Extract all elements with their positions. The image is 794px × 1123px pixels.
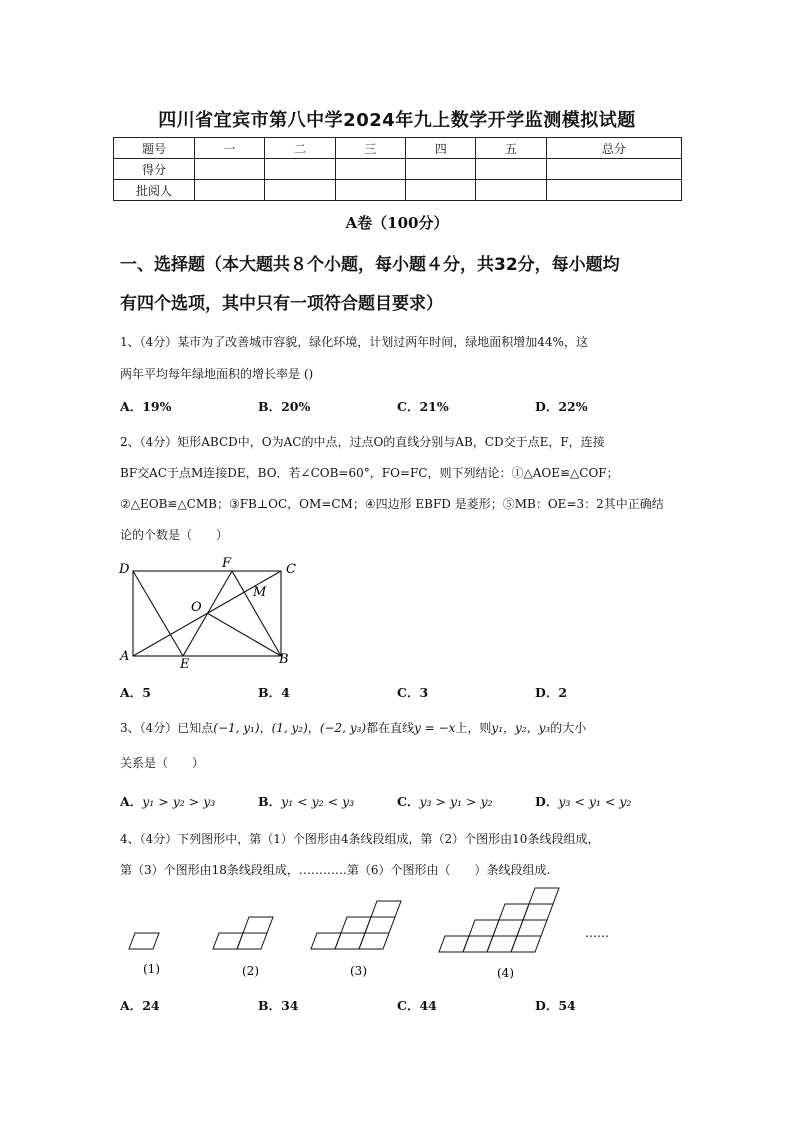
option-a[interactable]: A．19%: [120, 399, 172, 414]
label-d: D: [119, 562, 130, 577]
parallelogram-cell: [511, 936, 541, 952]
parallelogram-cell: [359, 933, 389, 949]
parallelogram-cell: [529, 888, 559, 904]
parallelogram-cell: [493, 920, 523, 936]
pattern-label-2: (2): [242, 964, 259, 978]
parallelogram-cell: [463, 936, 493, 952]
score-header-cell: 四: [406, 138, 476, 159]
q3-text: 上，则: [455, 721, 492, 735]
q3-text: 3、（4分）已知点: [120, 721, 214, 735]
option-expression: y₃ > y₁ > y₂: [419, 794, 493, 809]
option-c[interactable]: C．21%: [397, 399, 449, 414]
score-header-cell: 一: [195, 138, 265, 159]
option-c[interactable]: C．44: [397, 998, 437, 1013]
parallelogram-cell: [341, 917, 371, 933]
label-o: O: [191, 600, 202, 615]
parallelogram-cell: [469, 920, 499, 936]
option-d[interactable]: D．22%: [535, 399, 588, 414]
parallelogram-cell: [243, 917, 273, 933]
parallelogram-cell: [335, 933, 365, 949]
question-2-line: 论的个数是（ ）: [120, 528, 229, 542]
pattern-ellipsis: ……: [585, 926, 609, 940]
score-header-cell: 总分: [546, 138, 681, 159]
parallelogram-cell: [237, 933, 267, 949]
question-1-line: 两年平均每年绿地面积的增长率是 (): [120, 367, 314, 381]
parallelogram-cell: [365, 917, 395, 933]
part1-heading-line2: 有四个选项，其中只有一项符合题目要求）: [120, 294, 443, 314]
part1-heading-line1: 一、选择题（本大题共８个小题，每小题４分，共32分，每小题均: [120, 255, 620, 275]
pattern-shapes: [129, 888, 559, 952]
q3-sep: ，: [259, 721, 272, 735]
label-e: E: [180, 657, 190, 672]
score-header-cell: 二: [265, 138, 335, 159]
parallelogram-cell: [439, 936, 469, 952]
option-expression: y₁ > y₂ > y₃: [142, 794, 216, 809]
option-letter: C．: [397, 794, 420, 809]
parallelogram-cell: [499, 904, 529, 920]
q3-vars: y₁，y₂，y₃: [491, 721, 551, 735]
q3-sep: ，: [307, 721, 320, 735]
q3-equation: y = −x: [414, 721, 456, 735]
parallelogram-cell: [517, 920, 547, 936]
option-c[interactable]: C．3: [397, 685, 429, 700]
q3-point-3: (−2, y₃): [319, 721, 367, 735]
option-d[interactable]: D．54: [535, 998, 576, 1013]
question-3-line2: 关系是（ ）: [120, 756, 205, 770]
question-2-line: 2、（4分）矩形ABCD中，O为AC的中点，过点O的直线分别与AB，CD交于点E，F，连接: [120, 435, 605, 449]
option-expression: y₃ < y₁ < y₂: [558, 794, 632, 809]
option-b[interactable]: B．20%: [258, 399, 311, 414]
parallelogram-cell: [487, 936, 517, 952]
score-row-label: 批阅人: [114, 180, 195, 201]
score-header-cell: 题号: [114, 138, 195, 159]
label-m: M: [253, 585, 267, 600]
q3-text: 都在直线: [366, 721, 415, 735]
option-b[interactable]: B．34: [258, 998, 299, 1013]
parallelogram-cell: [129, 933, 159, 949]
option-a[interactable]: A．24: [120, 998, 160, 1013]
section-a-heading: A卷（100分）: [345, 214, 449, 232]
parallelogram-cell: [213, 933, 243, 949]
option-letter: A．: [120, 794, 143, 809]
label-c: C: [286, 562, 296, 577]
option-b[interactable]: B．4: [258, 685, 290, 700]
option-letter: B．: [258, 794, 282, 809]
label-a: A: [120, 649, 130, 664]
question-2-line: ②△EOB≌△CMB；③FB⊥OC，OM=CM；④四边形 EBFD 是菱形；⑤MB：OE=3：2其中正确结: [120, 497, 664, 511]
score-row-label: 得分: [114, 159, 195, 180]
question-1-line: 1、（4分）某市为了改善城市容貌，绿化环境，计划过两年时间，绿地面积增加44%，这: [120, 335, 588, 349]
parallelogram-cell: [311, 933, 341, 949]
option-a[interactable]: A．5: [120, 685, 151, 700]
q3-text: 的大小: [550, 721, 587, 735]
score-header-cell: 五: [476, 138, 546, 159]
parallelogram-cell: [371, 901, 401, 917]
option-letter: D．: [535, 794, 559, 809]
question-4-line: 4、（4分）下列图形中，第（1）个图形由4条线段组成，第（2）个图形由10条线段组成，: [120, 832, 600, 846]
q3-point-2: (1, y₂): [271, 721, 308, 735]
label-f: F: [222, 556, 232, 571]
parallelogram-cell: [523, 904, 553, 920]
question-2-line: BF交AC于点M连接DE，BO．若∠COB=60°，FO=FC，则下列结论：①△AOE≌△COF；: [120, 466, 619, 480]
option-expression: y₁ < y₂ < y₃: [281, 794, 355, 809]
pattern-label-4: (4): [497, 966, 514, 980]
pattern-label-3: (3): [350, 964, 367, 978]
q3-point-1: (−1, y₁): [213, 721, 260, 735]
question-4-line: 第（3）个图形由18条线段组成，…………第（6）个图形由（ ）条线段组成.: [120, 863, 551, 877]
option-d[interactable]: D．2: [535, 685, 568, 700]
exam-title: 四川省宜宾市第八中学2024年九上数学开学监测模拟试题: [158, 110, 636, 131]
label-b: B: [279, 652, 289, 667]
pattern-label-1: (1): [143, 962, 160, 976]
score-header-cell: 三: [335, 138, 405, 159]
